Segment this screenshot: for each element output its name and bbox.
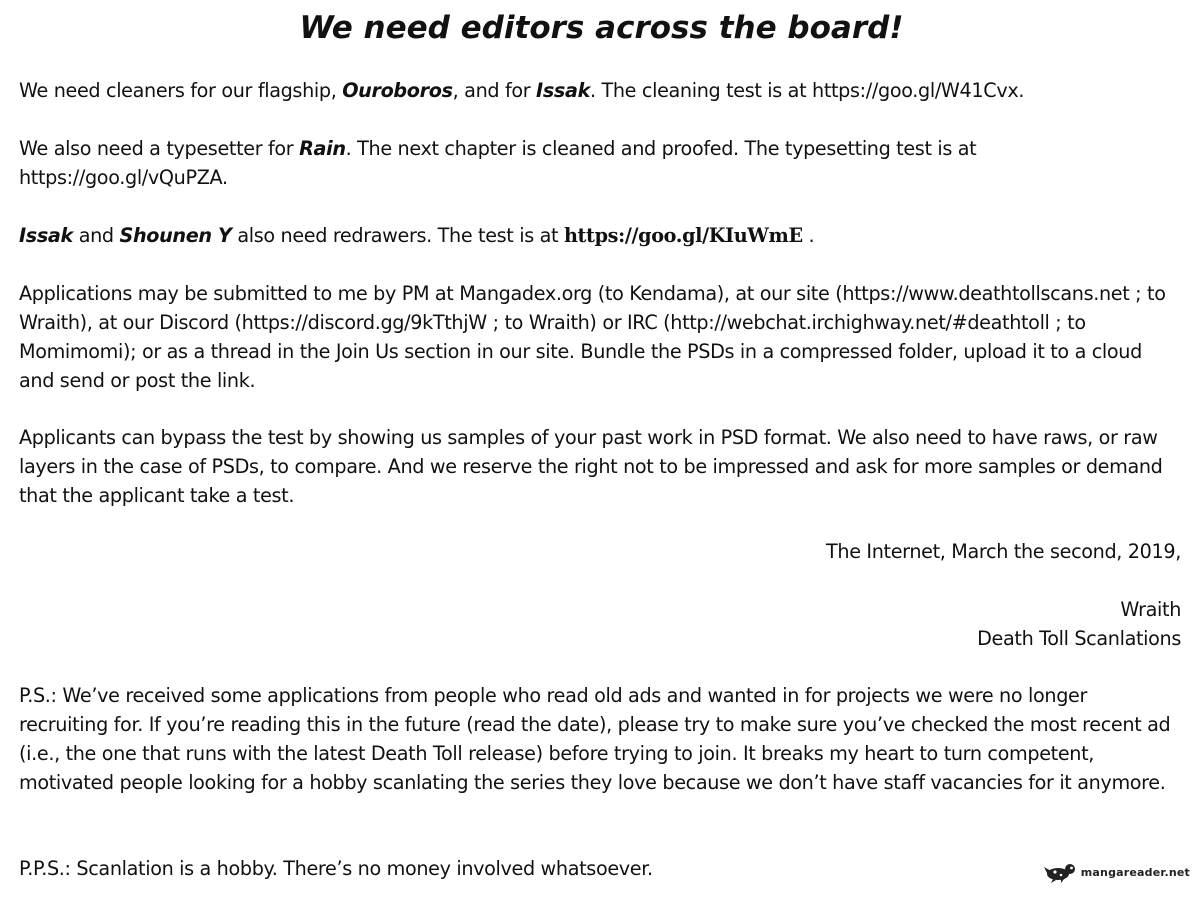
text: We also need a typesetter for	[19, 137, 300, 160]
watermark	[1044, 861, 1190, 883]
text: .	[802, 224, 815, 247]
applications-paragraph: Applications may be submitted to me by PM at Mangadex.org (to Kendama), at our site (https://www.deathtollscans.net ; to Wraith), at our Discord (https://discord.gg/9kTthjW ; to Wraith) or IRC (http://webchat.irchighway.net/#deathtoll ; to Momimomi); or as a thread in the Join Us section in our site. Bundle the PSDs in a compressed folder, upload it to a cloud and send or post the link.	[19, 282, 1166, 392]
text: also need redrawers. The test is at	[231, 224, 564, 247]
text: . The cleaning test is at https://goo.gl/W41Cvx.	[590, 79, 1025, 102]
page-title: We need editors across the board!	[299, 10, 904, 46]
text: . The next chapter is cleaned and proofed. The typesetting test is at https://goo.gl/vQuPZA.	[19, 137, 977, 189]
text: , and for	[452, 79, 537, 102]
series-ouroboros: Ouroboros	[342, 79, 453, 102]
pps-paragraph: P.P.S.: Scanlation is a hobby. There’s no money involved whatsoever.	[19, 857, 653, 880]
text: and	[72, 224, 120, 247]
mangareader-logo-icon	[1044, 861, 1078, 883]
dateline: The Internet, March the second, 2019,	[826, 540, 1181, 563]
ps-paragraph: P.S.: We’ve received some applications from people who read old ads and wanted in for projects we were no longer recruiting for. If you’re reading this in the future (read the date), please try to make sure you’ve checked the most recent ad (i.e., the one that runs with the latest Death Toll release) before trying to join. It breaks my heart to turn competent, motivated people looking for a hobby scanlating the series they love because we don’t have staff vacancies for it anymore.	[19, 684, 1171, 794]
typesetter-paragraph	[19, 134, 1181, 192]
signature-group: Death Toll Scanlations	[977, 627, 1181, 650]
bypass-paragraph: Applicants can bypass the test by showing us samples of your past work in PSD format. We also need to have raws, or raw layers in the case of PSDs, to compare. And we reserve the right not to be impressed and ask for more samples or demand that the applicant take a test.	[19, 426, 1163, 507]
series-issak: Issak	[536, 79, 590, 102]
text: We need cleaners for our flagship,	[19, 79, 343, 102]
redraw-test-link: https://goo.gl/KIuWmE	[563, 224, 803, 247]
signature-name: Wraith	[1120, 598, 1181, 621]
series-rain: Rain	[299, 137, 346, 160]
series-shounen-y: Shounen Y	[119, 224, 232, 247]
redrawers-paragraph	[19, 221, 1181, 250]
cleaners-paragraph	[19, 76, 1181, 105]
series-issak: Issak	[19, 224, 73, 247]
watermark-text: mangareader.net	[1080, 865, 1190, 879]
